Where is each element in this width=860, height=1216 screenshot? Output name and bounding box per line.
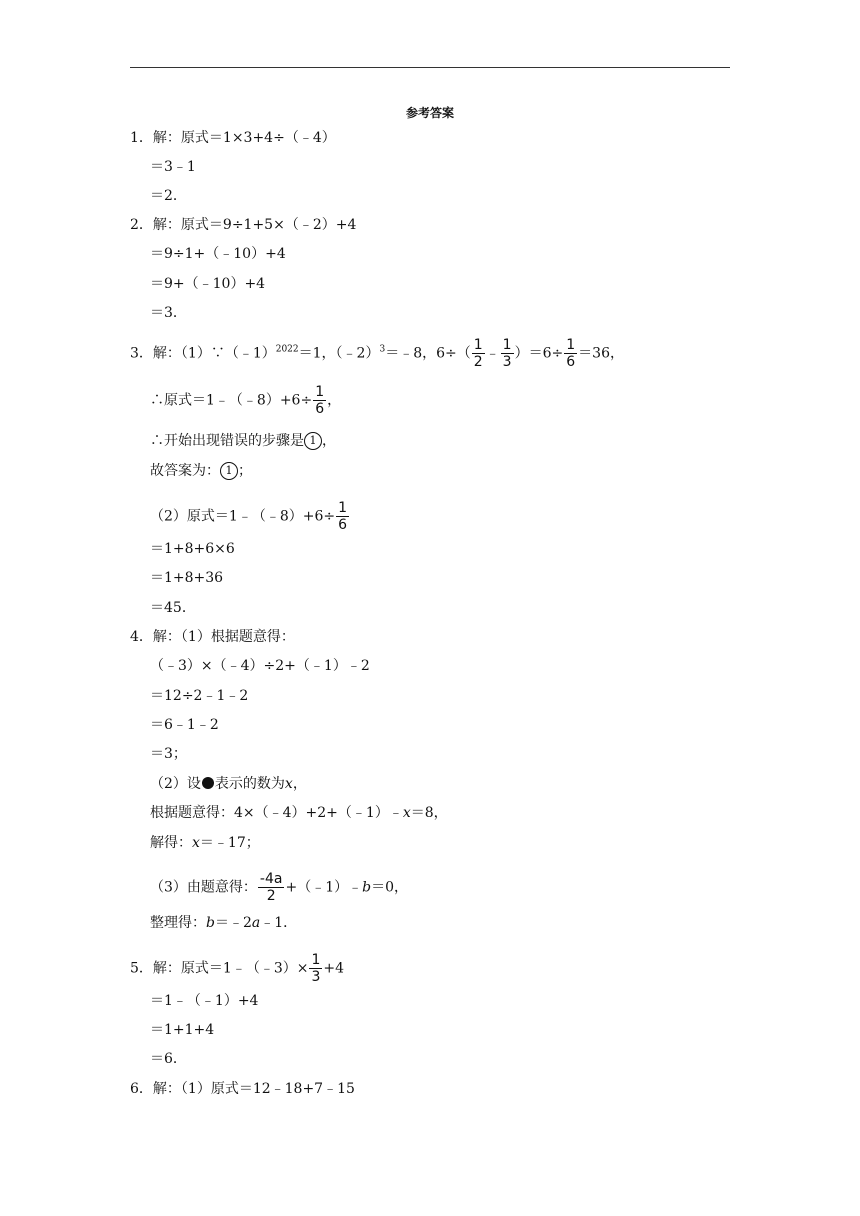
p4-line6: （2）设 表示的数为x， [150,776,307,792]
p3-line4: 故答案为： 1 ； [150,463,252,479]
p3-line7: ＝1+8+36 [150,570,224,586]
p3-line5: （2）原式＝1﹣（﹣8）+6÷ $\frac{1}{6}$ [150,500,348,533]
fraction-one-third: $\frac{1}{3}$ [311,952,321,985]
p2-line1: 2．解：原式＝9÷1+5×（﹣2）+4 [130,217,357,233]
page-title: 参考答案 [405,106,454,120]
p2-line4: ＝3． [150,305,187,321]
p2-line3: ＝9+（﹣10）+4 [150,276,266,292]
fraction-one-third: $\frac{1}{3}$ [502,337,512,370]
p5-line2: ＝1﹣（﹣1）+4 [150,993,259,1009]
p3-line2: ∴原式＝1﹣（﹣8）+6÷ $\frac{1}{6}$ ， [150,384,342,417]
p3-line6: ＝1+8+6×6 [150,541,235,557]
p6-line1: 6．解：（1）原式＝12﹣18+7﹣15 [130,1081,355,1097]
exponent-2022: 2022 [275,344,299,355]
p4-line7: 根据题意得：4×（﹣4）+2+（﹣1）﹣x＝8， [150,805,448,821]
p4-line8: 解得：x＝﹣17； [150,835,260,851]
fraction-one-sixth: $\frac{1}{6}$ [338,500,348,533]
p4-line2: （﹣3）×（﹣4）÷2+（﹣1）﹣2 [150,658,370,674]
p4-line9: （3）由题意得： $\frac{-4a}{2}$ +（﹣1）﹣b＝0， [150,871,408,904]
fraction-one-sixth: $\frac{1}{6}$ [315,384,325,417]
circled-one-icon: 1 [220,462,238,480]
p3-line3: ∴开始出现错误的步骤是 1 ， [150,433,336,449]
p5-line3: ＝1+1+4 [150,1022,215,1038]
p2-line2: ＝9÷1+（﹣10）+4 [150,246,286,262]
p1-line3: ＝2． [150,188,187,204]
p3-line1: 3．解：（1）∵（﹣1）$^{2022}$＝1，（﹣2）$^3$＝﹣8，6÷（ $\frac{1}{2}$ ﹣ $\frac{1}{3}$ ）＝6÷ $\frac{1}{6}$ ＝36， [130,337,624,370]
header-rule [130,67,730,68]
circled-one-icon: 1 [304,432,322,450]
p5-line1: 5．解：原式＝1﹣（﹣3）× $\frac{1}{3}$ +4 [130,952,345,985]
p3-line8: ＝45． [150,600,196,616]
p4-line1: 4．解：（1）根据题意得： [130,629,295,645]
fraction-one-half: $\frac{1}{2}$ [473,337,483,370]
p5-line4: ＝6． [150,1051,187,1067]
p4-line3: ＝12÷2﹣1﹣2 [150,688,249,704]
p1-line1: 1．解：原式＝1×3+4÷（﹣4） [130,130,336,146]
fraction-one-sixth: $\frac{1}{6}$ [566,337,576,370]
black-dot-icon [202,777,214,789]
exponent-3: 3 [379,344,386,355]
fraction-neg-4a-over-2: $\frac{-4a}{2}$ [259,871,283,904]
p1-line2: ＝3﹣1 [150,159,196,175]
p4-line10: 整理得：b＝﹣2a﹣1． [150,915,298,931]
p4-line5: ＝3； [150,746,187,762]
p4-line4: ＝6﹣1﹣2 [150,717,219,733]
